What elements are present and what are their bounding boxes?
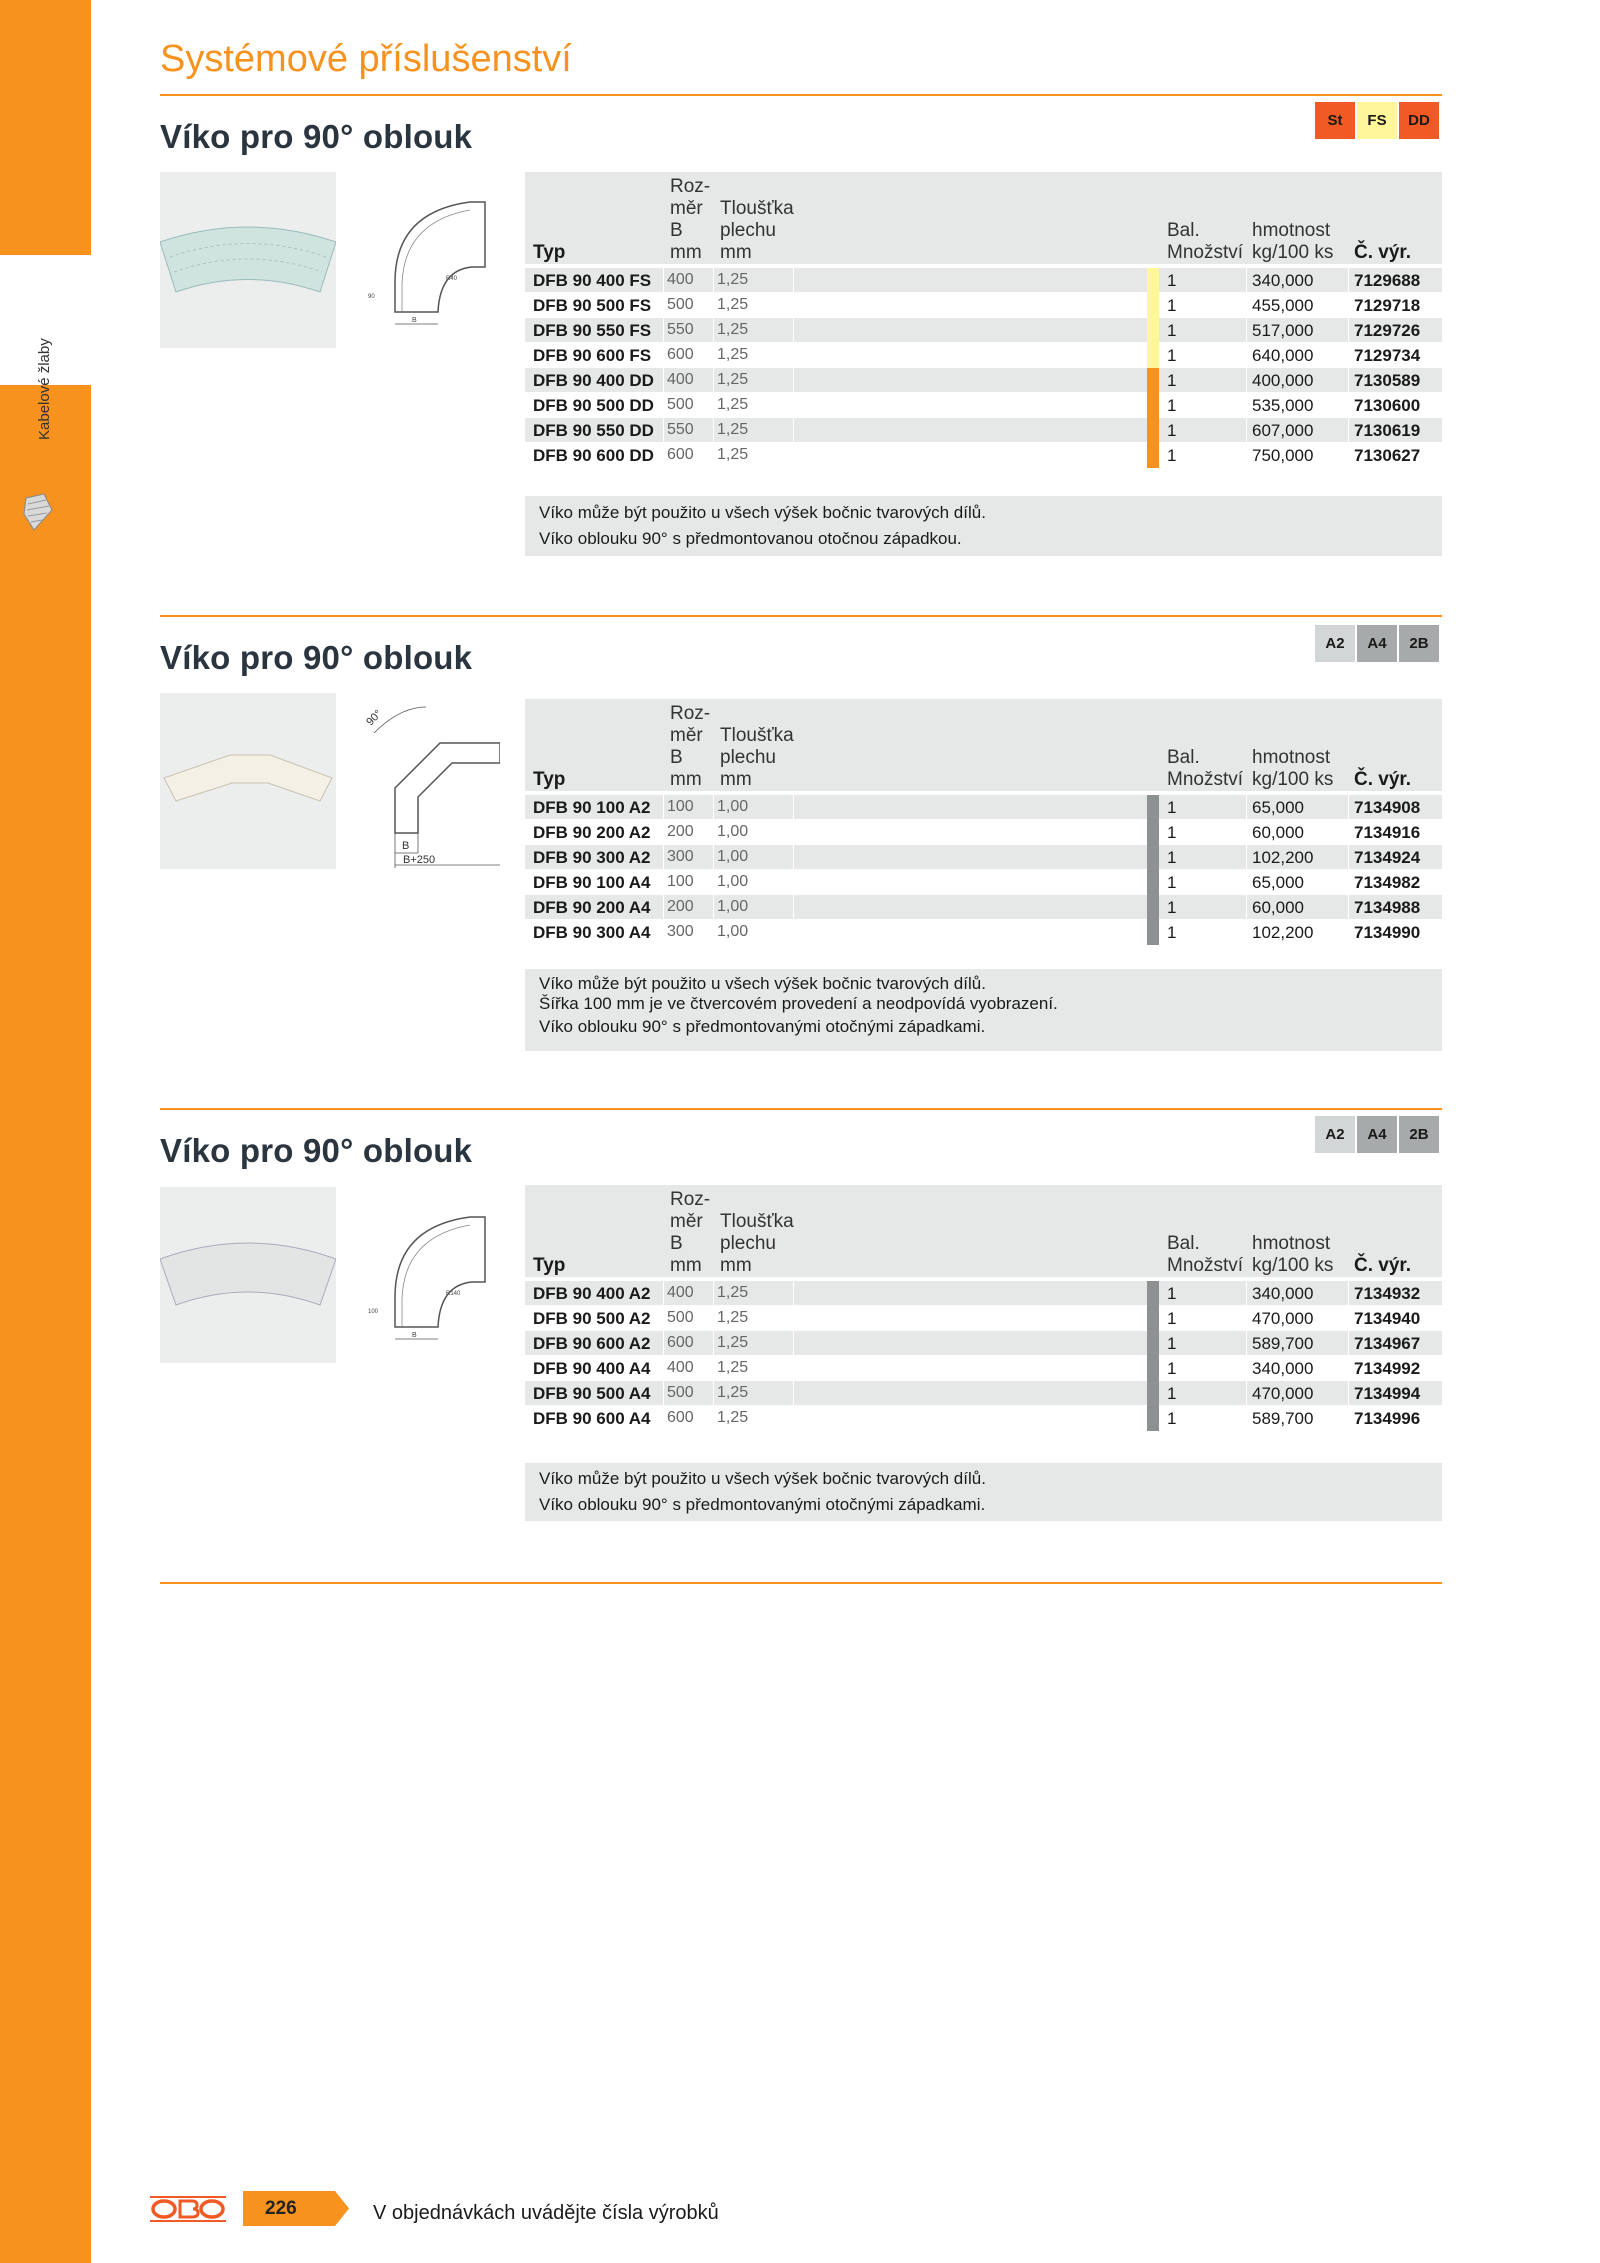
cell-article: 7134994 [1354,1384,1421,1403]
section-3 [160,1108,1442,1578]
cell-qty: 1 [1167,1384,1177,1403]
material-badges [1315,625,1439,662]
header-typ: Typ [533,1255,566,1276]
note-line: Šířka 100 mm je ve čtvercovém provedení a neodpovídá vyobrazení. [539,994,1058,1013]
header-wt-1: hmotnost [1252,220,1331,241]
header-qty-2: Množství [1167,242,1244,263]
cell-typ: DFB 90 500 A2 [533,1309,651,1328]
cell-qty: 1 [1167,321,1177,340]
header-typ: Typ [533,242,566,263]
table-row [525,443,1442,468]
cell-dim: 500 [667,396,694,413]
note-line: Víko může být použito u všech výšek bočnic tvarových dílů. [539,503,986,522]
cell-dim: 300 [667,848,694,865]
section-rule [160,615,1442,617]
cell-article: 7134992 [1354,1359,1421,1378]
material-marker [1147,418,1159,443]
material-marker [1147,820,1159,845]
cell-dim: 600 [667,346,694,363]
table-row [525,343,1442,368]
cell-thk: 1,25 [717,421,749,438]
cell-dim: 550 [667,421,694,438]
header-wt-2: kg/100 ks [1252,242,1334,263]
header-qty-2: Množství [1167,1255,1244,1276]
material-marker [1147,343,1159,368]
material-marker [1147,895,1159,920]
note-line: Víko může být použito u všech výšek bočnic tvarových dílů. [539,974,986,993]
cell-dim: 300 [667,923,694,940]
material-badge-2b: 2B [1399,1116,1439,1153]
table-row [525,418,1442,443]
cell-dim: 400 [667,1359,694,1376]
cell-qty: 1 [1167,296,1177,315]
header-dim-4: mm [670,1255,702,1276]
cell-weight: 455,000 [1252,296,1314,315]
cell-article: 7129734 [1354,346,1421,365]
cell-thk: 1,25 [717,1309,749,1326]
material-marker [1147,1356,1159,1381]
cell-thk: 1,00 [717,798,749,815]
header-qty-2: Množství [1167,769,1244,790]
cell-thk: 1,25 [717,346,749,363]
cell-weight: 340,000 [1252,271,1314,290]
header-art: Č. výr. [1354,769,1412,790]
cell-weight: 589,700 [1252,1409,1314,1428]
material-marker [1147,1331,1159,1356]
cell-qty: 1 [1167,1334,1177,1353]
cell-dim: 200 [667,898,694,915]
table-row [525,795,1442,820]
table-row [525,1356,1442,1381]
cell-typ: DFB 90 600 A4 [533,1409,651,1428]
cell-article: 7134990 [1354,923,1421,942]
header-thk-2: plechu [720,747,776,768]
table-row [525,293,1442,318]
note-line: Víko oblouku 90° s předmontovanými otočnými západkami. [539,1017,986,1036]
cell-weight: 65,000 [1252,798,1304,817]
cell-typ: DFB 90 400 A2 [533,1284,651,1303]
cell-typ: DFB 90 600 A2 [533,1334,651,1353]
header-dim-4: mm [670,769,702,790]
header-thk-3: mm [720,1255,752,1276]
product-notes [525,969,1442,1051]
header-dim-3: B [670,1233,683,1254]
cell-weight: 640,000 [1252,346,1314,365]
cell-typ: DFB 90 500 DD [533,396,654,415]
section-title: Víko pro 90° oblouk [160,1132,473,1169]
cell-dim: 550 [667,321,694,338]
header-thk-2: plechu [720,220,776,241]
material-badge-2b: 2B [1399,625,1439,662]
svg-text:B: B [412,317,417,324]
note-line: Víko může být použito u všech výšek bočnic tvarových dílů. [539,1469,986,1488]
section-rule [160,1108,1442,1110]
cell-dim: 600 [667,1334,694,1351]
section-title: Víko pro 90° oblouk [160,118,473,155]
header-dim-1: Roz- [670,703,711,724]
cell-weight: 535,000 [1252,396,1314,415]
material-badge-a4: A4 [1357,625,1397,662]
cell-thk: 1,25 [717,321,749,338]
note-line: Víko oblouku 90° s předmontovanými otočnými západkami. [539,1495,986,1514]
cell-thk: 1,25 [717,371,749,388]
product-photo [160,693,336,869]
cell-article: 7130589 [1354,371,1421,390]
material-badges [1315,1116,1439,1153]
section-2 [160,615,1442,1055]
cable-tray-icon [22,492,56,532]
table-row [525,820,1442,845]
product-notes [525,1463,1442,1521]
table-header [525,1185,1442,1277]
product-photo [160,172,336,348]
header-dim-4: mm [670,242,702,263]
cell-qty: 1 [1167,421,1177,440]
cell-typ: DFB 90 550 DD [533,421,654,440]
header-thk-3: mm [720,769,752,790]
drawing-label-b250: B+250 [403,854,436,866]
bottom-rule [160,1582,1442,1584]
material-marker [1147,393,1159,418]
cell-dim: 200 [667,823,694,840]
material-marker [1147,368,1159,393]
cell-typ: DFB 90 600 FS [533,346,652,365]
header-dim-2: měr [670,198,703,219]
note-line: Víko oblouku 90° s předmontovanou otočnou západkou. [539,529,962,548]
header-dim-2: měr [670,1211,703,1232]
table-row [525,1406,1442,1431]
cell-typ: DFB 90 500 FS [533,296,652,315]
material-marker [1147,293,1159,318]
cell-weight: 65,000 [1252,873,1304,892]
cell-typ: DFB 90 300 A2 [533,848,651,867]
table-header [525,699,1442,791]
cell-typ: DFB 90 200 A4 [533,898,651,917]
cell-qty: 1 [1167,898,1177,917]
header-dim-1: Roz- [670,1189,711,1210]
page-title: Systémové příslušenství [160,38,572,80]
header-wt-1: hmotnost [1252,747,1331,768]
material-badge-dd: DD [1399,102,1439,139]
cell-article: 7134982 [1354,873,1421,892]
header-thk-2: plechu [720,1233,776,1254]
material-marker [1147,268,1159,293]
cell-qty: 1 [1167,823,1177,842]
cell-weight: 750,000 [1252,446,1314,465]
drawing-label-angle: 90° [364,707,385,729]
material-marker [1147,870,1159,895]
cell-thk: 1,00 [717,898,749,915]
cell-typ: DFB 90 600 DD [533,446,654,465]
cell-dim: 600 [667,446,694,463]
svg-text:R140: R140 [446,1291,461,1297]
sidebar-label: Kabelové žlaby [36,338,53,440]
obo-logo [148,2194,228,2224]
cell-thk: 1,00 [717,873,749,890]
cell-qty: 1 [1167,346,1177,365]
cell-typ: DFB 90 100 A4 [533,873,651,892]
table-row [525,1306,1442,1331]
cell-weight: 470,000 [1252,1309,1314,1328]
cell-thk: 1,00 [717,923,749,940]
cell-weight: 470,000 [1252,1384,1314,1403]
cell-thk: 1,25 [717,1384,749,1401]
cell-weight: 60,000 [1252,823,1304,842]
material-marker [1147,845,1159,870]
material-badge-fs: FS [1357,102,1397,139]
cell-article: 7134988 [1354,898,1421,917]
cell-weight: 340,000 [1252,1359,1314,1378]
cell-qty: 1 [1167,396,1177,415]
table-header [525,172,1442,264]
material-marker [1147,318,1159,343]
cell-article: 7134967 [1354,1334,1421,1353]
cell-qty: 1 [1167,848,1177,867]
header-wt-2: kg/100 ks [1252,1255,1334,1276]
material-badge-a4: A4 [1357,1116,1397,1153]
svg-text:90: 90 [368,294,375,300]
material-marker [1147,1281,1159,1306]
cell-dim: 100 [667,873,694,890]
technical-drawing [360,1187,500,1363]
table-row [525,1381,1442,1406]
product-photo [160,1187,336,1363]
cell-typ: DFB 90 300 A4 [533,923,651,942]
header-dim-2: měr [670,725,703,746]
svg-text:B: B [412,1332,417,1339]
cell-dim: 500 [667,1384,694,1401]
cell-article: 7134916 [1354,823,1421,842]
cell-typ: DFB 90 400 DD [533,371,654,390]
cell-qty: 1 [1167,271,1177,290]
cell-dim: 500 [667,1309,694,1326]
header-dim-1: Roz- [670,176,711,197]
cell-typ: DFB 90 200 A2 [533,823,651,842]
cell-qty: 1 [1167,798,1177,817]
page-number: 226 [265,2198,297,2219]
cell-article: 7129718 [1354,296,1421,315]
cell-thk: 1,25 [717,1359,749,1376]
table-row [525,845,1442,870]
cell-dim: 400 [667,271,694,288]
product-table [525,172,1442,468]
cell-dim: 100 [667,798,694,815]
header-wt-2: kg/100 ks [1252,769,1334,790]
cell-article: 7130627 [1354,446,1421,465]
cell-qty: 1 [1167,873,1177,892]
material-marker [1147,795,1159,820]
cell-article: 7134908 [1354,798,1421,817]
section-title: Víko pro 90° oblouk [160,639,473,676]
table-row [525,895,1442,920]
cell-qty: 1 [1167,1359,1177,1378]
cell-thk: 1,25 [717,1334,749,1351]
cell-dim: 400 [667,1284,694,1301]
cell-thk: 1,25 [717,271,749,288]
footer-text: V objednávkách uvádějte čísla výrobků [373,2202,719,2224]
header-thk-1: Tloušťka [720,1211,794,1232]
table-row [525,920,1442,945]
material-badge-a2: A2 [1315,1116,1355,1153]
cell-weight: 60,000 [1252,898,1304,917]
cell-article: 7129726 [1354,321,1421,340]
cell-typ: DFB 90 500 A4 [533,1384,651,1403]
cell-weight: 340,000 [1252,1284,1314,1303]
cell-thk: 1,00 [717,823,749,840]
product-notes [525,496,1442,556]
cell-article: 7134940 [1354,1309,1421,1328]
header-thk-3: mm [720,242,752,263]
svg-text:R40: R40 [446,276,458,282]
material-badge-a2: A2 [1315,625,1355,662]
cell-article: 7134932 [1354,1284,1421,1303]
header-qty-1: Bal. [1167,220,1200,241]
cell-article: 7130619 [1354,421,1421,440]
header-qty-1: Bal. [1167,1233,1200,1254]
material-badges [1315,102,1439,139]
sidebar [0,0,91,2263]
material-marker [1147,443,1159,468]
cell-article: 7134924 [1354,848,1421,867]
cell-article: 7130600 [1354,396,1421,415]
header-typ: Typ [533,769,566,790]
cell-weight: 517,000 [1252,321,1314,340]
material-marker [1147,920,1159,945]
cell-qty: 1 [1167,1309,1177,1328]
table-row [525,318,1442,343]
cell-article: 7134996 [1354,1409,1421,1428]
table-row [525,1281,1442,1306]
cell-thk: 1,00 [717,848,749,865]
section-1 [160,94,1442,564]
drawing-label-b: B [402,840,410,852]
cell-weight: 400,000 [1252,371,1314,390]
cell-weight: 102,200 [1252,848,1314,867]
header-art: Č. výr. [1354,1255,1412,1276]
cell-typ: DFB 90 100 A2 [533,798,651,817]
header-wt-1: hmotnost [1252,1233,1331,1254]
cell-dim: 400 [667,371,694,388]
svg-text:100: 100 [368,1309,379,1315]
technical-drawing [360,693,500,869]
material-marker [1147,1306,1159,1331]
cell-qty: 1 [1167,371,1177,390]
header-thk-1: Tloušťka [720,725,794,746]
product-table [525,699,1442,945]
header-thk-1: Tloušťka [720,198,794,219]
header-dim-3: B [670,220,683,241]
cell-thk: 1,25 [717,446,749,463]
table-row [525,870,1442,895]
material-marker [1147,1406,1159,1431]
cell-thk: 1,25 [717,396,749,413]
header-qty-1: Bal. [1167,747,1200,768]
product-table [525,1185,1442,1431]
table-row [525,368,1442,393]
cell-thk: 1,25 [717,1284,749,1301]
material-marker [1147,1381,1159,1406]
cell-dim: 500 [667,296,694,313]
cell-weight: 102,200 [1252,923,1314,942]
cell-typ: DFB 90 400 FS [533,271,652,290]
cell-thk: 1,25 [717,296,749,313]
table-row [525,268,1442,293]
header-art: Č. výr. [1354,242,1412,263]
cell-weight: 607,000 [1252,421,1314,440]
material-badge-st: St [1315,102,1355,139]
cell-typ: DFB 90 400 A4 [533,1359,651,1378]
cell-weight: 589,700 [1252,1334,1314,1353]
header-dim-3: B [670,747,683,768]
table-row [525,393,1442,418]
cell-qty: 1 [1167,446,1177,465]
cell-thk: 1,25 [717,1409,749,1426]
cell-qty: 1 [1167,1284,1177,1303]
table-row [525,1331,1442,1356]
cell-qty: 1 [1167,923,1177,942]
cell-typ: DFB 90 550 FS [533,321,652,340]
technical-drawing [360,172,500,348]
cell-dim: 600 [667,1409,694,1426]
cell-article: 7129688 [1354,271,1421,290]
cell-qty: 1 [1167,1409,1177,1428]
